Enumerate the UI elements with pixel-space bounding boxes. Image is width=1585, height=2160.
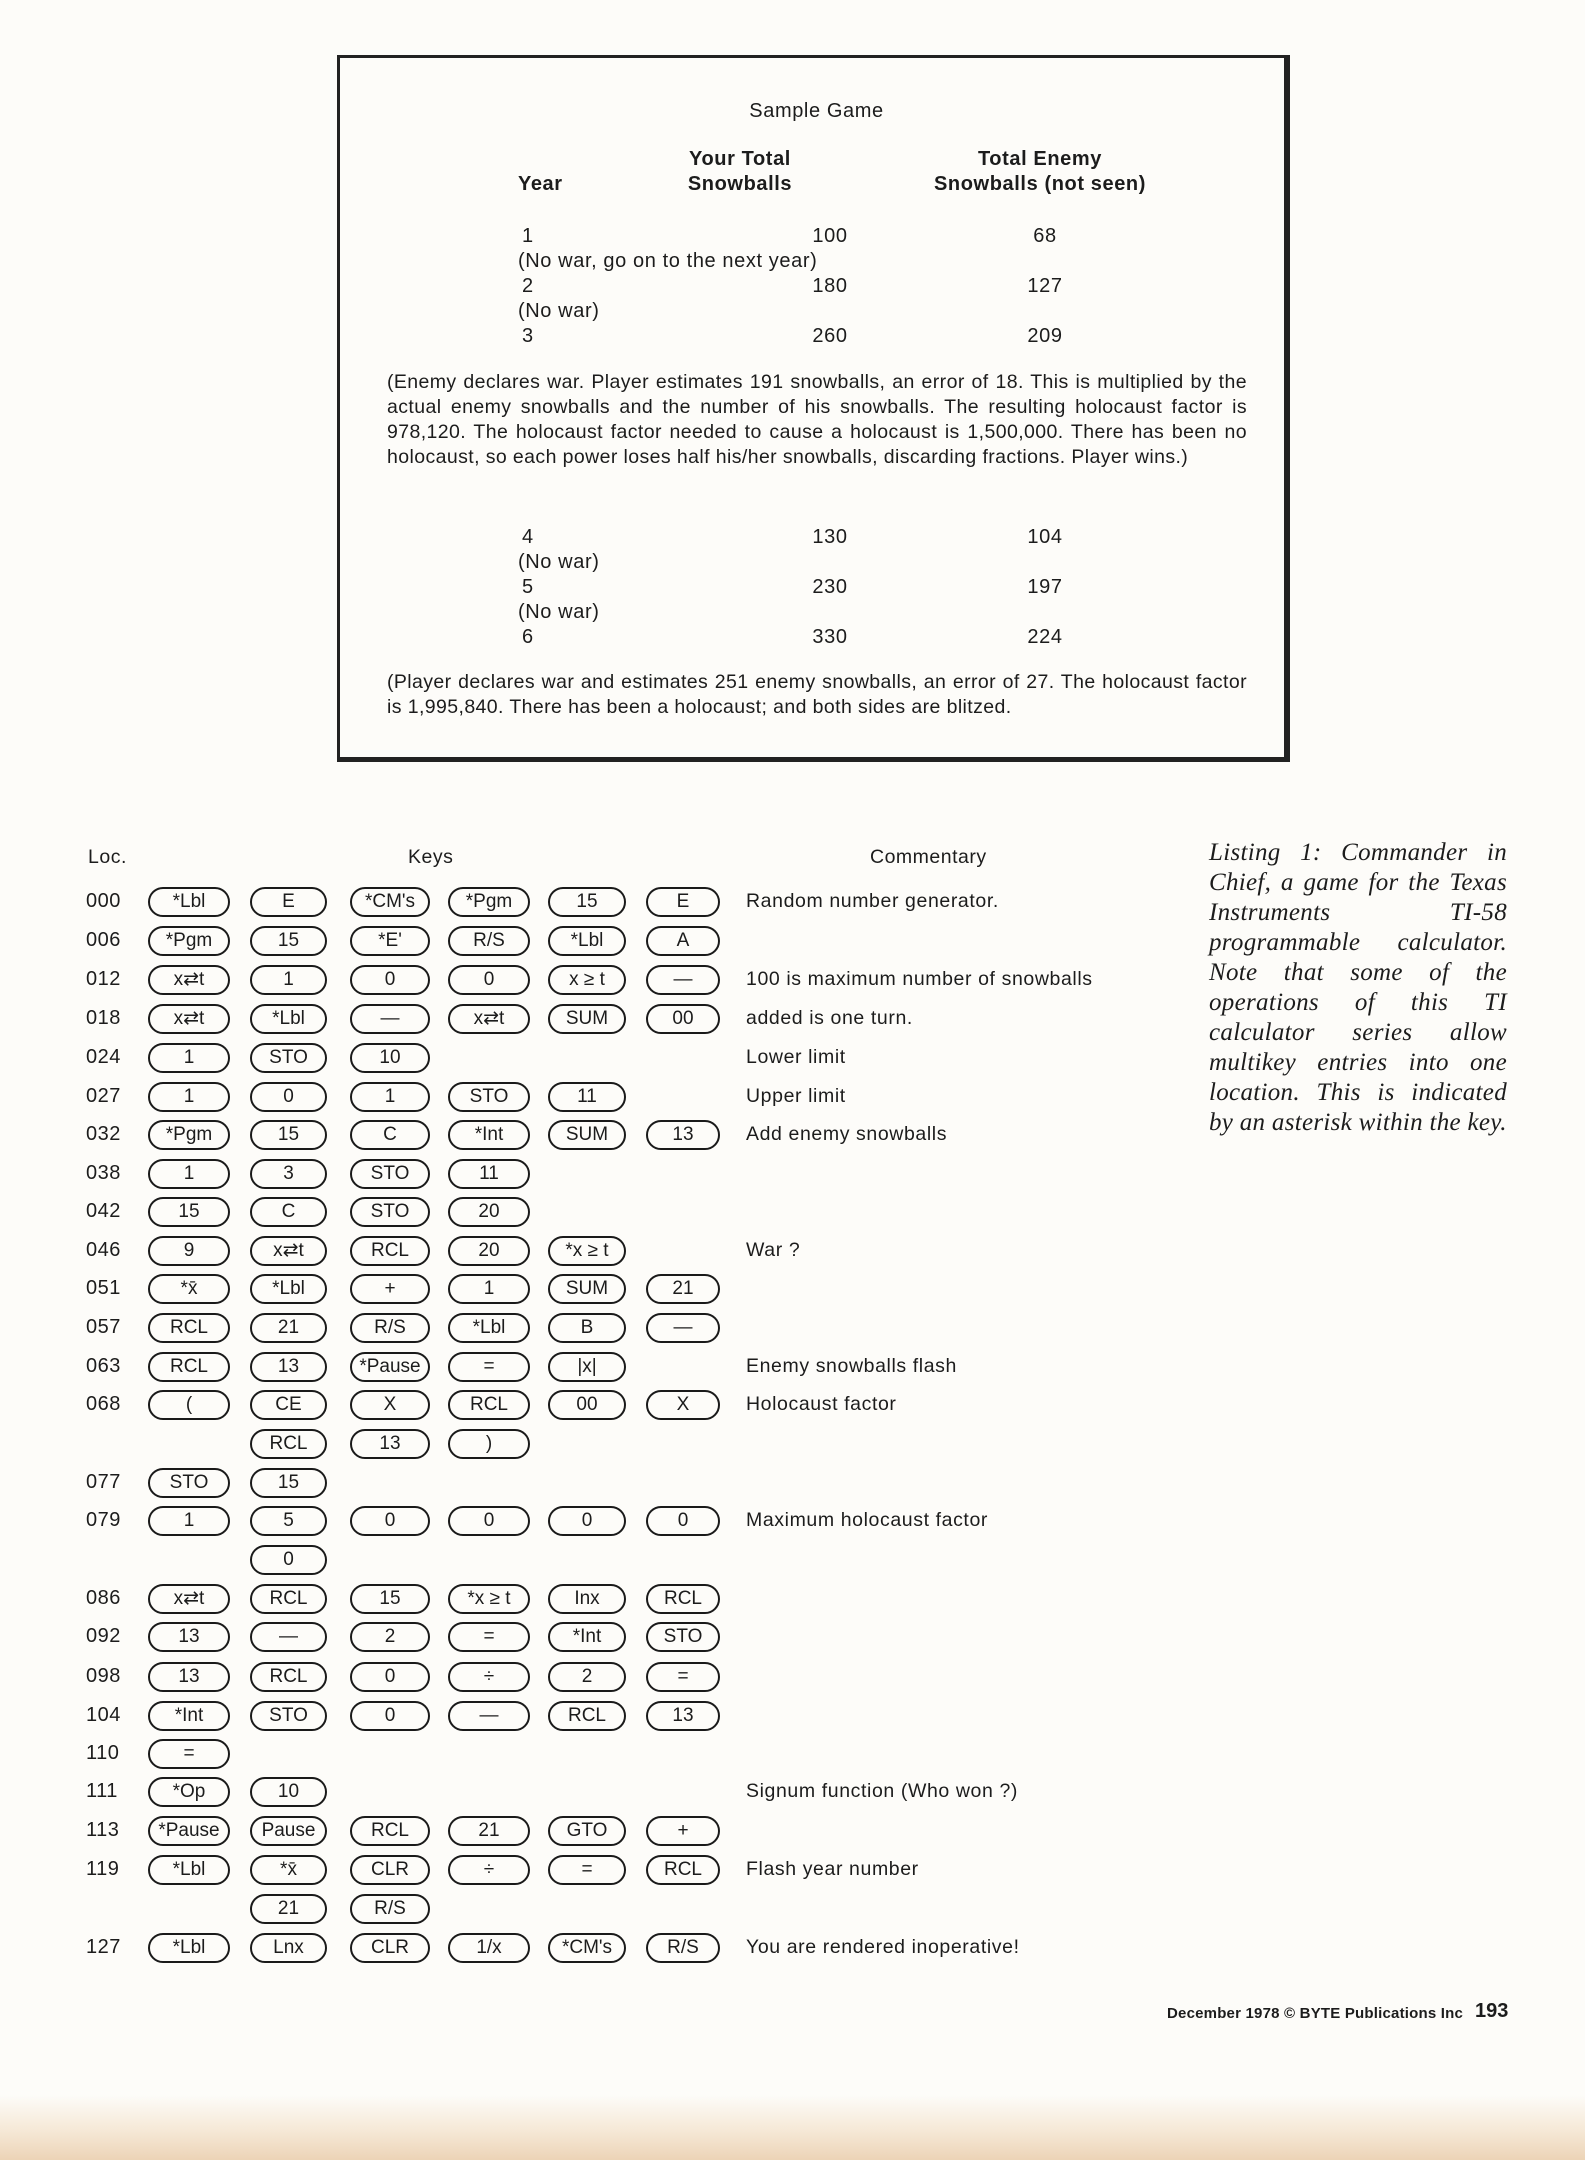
calculator-key: x⇄t — [250, 1236, 327, 1266]
listing-loc: 012 — [86, 968, 121, 990]
calculator-key: 3 — [250, 1159, 327, 1189]
listing-loc: 110 — [86, 1742, 120, 1764]
calculator-key: RCL — [148, 1352, 230, 1382]
calculator-key: 13 — [148, 1622, 230, 1652]
calculator-key: *x ≥ t — [448, 1584, 530, 1614]
calculator-key: *CM's — [548, 1933, 626, 1963]
calculator-key: *E' — [350, 926, 430, 956]
listing-header-keys: Keys — [408, 846, 454, 868]
table-cell-enemy: 209 — [1027, 325, 1063, 347]
calculator-key: *Lbl — [448, 1313, 530, 1343]
calculator-key: ( — [148, 1390, 230, 1420]
calculator-key: Lnx — [250, 1933, 327, 1963]
listing-loc: 086 — [86, 1587, 121, 1609]
calculator-key: *x̄ — [250, 1855, 327, 1885]
calculator-key: = — [646, 1662, 720, 1692]
calculator-key: 13 — [646, 1701, 720, 1731]
calculator-key: 15 — [148, 1197, 230, 1227]
calculator-key: 13 — [250, 1352, 327, 1382]
calculator-key: 1 — [148, 1082, 230, 1112]
calculator-key: C — [350, 1120, 430, 1150]
sample-paragraph-1: (Enemy declares war. Player estimates 191 snowballs, an error of 18. This is multiplied by the actual enemy snowballs and the number of his snowballs. The resulting holocaust factor is 978,120. The holocaust factor needed to cause a holocaust is 1,500,000. There has been no holocaust, so each power loses half his/her snowballs, discarding fractions. Player wins.) — [387, 371, 1247, 468]
calculator-key: *x̄ — [148, 1274, 230, 1304]
calculator-key: RCL — [646, 1855, 720, 1885]
calculator-key: R/S — [350, 1313, 430, 1343]
calculator-key: 1/x — [448, 1933, 530, 1963]
calculator-key: CLR — [350, 1855, 430, 1885]
calculator-key: = — [448, 1352, 530, 1382]
calculator-key: — — [646, 1313, 720, 1343]
calculator-key: 0 — [250, 1545, 327, 1575]
calculator-key: *Int — [448, 1120, 530, 1150]
calculator-key: STO — [250, 1701, 327, 1731]
listing-header-loc: Loc. — [88, 846, 127, 868]
calculator-key: 10 — [250, 1777, 327, 1807]
calculator-key: 11 — [448, 1159, 530, 1189]
calculator-key: STO — [250, 1043, 327, 1073]
listing-comment: Add enemy snowballs — [746, 1123, 948, 1145]
calculator-key: 15 — [350, 1584, 430, 1614]
calculator-key: *Pause — [350, 1352, 430, 1382]
listing-loc: 127 — [86, 1936, 121, 1958]
listing-loc: 046 — [86, 1239, 121, 1261]
calculator-key: A — [646, 926, 720, 956]
calculator-key: x⇄t — [448, 1004, 530, 1034]
sample-game-box — [337, 55, 1290, 762]
calculator-key: 00 — [548, 1390, 626, 1420]
listing-loc: 092 — [86, 1625, 121, 1647]
col-enemy-header-1: Total Enemy — [977, 148, 1103, 170]
listing-comment: Random number generator. — [746, 890, 999, 912]
calculator-key: Pause — [250, 1816, 327, 1846]
listing-loc: 000 — [86, 890, 121, 912]
listing-comment: Flash year number — [746, 1858, 919, 1880]
calculator-key: R/S — [646, 1933, 720, 1963]
calculator-key: = — [448, 1622, 530, 1652]
calculator-key: RCL — [448, 1390, 530, 1420]
calculator-key: *Lbl — [250, 1274, 327, 1304]
calculator-key: *Lbl — [148, 1933, 230, 1963]
calculator-key: *Int — [548, 1622, 626, 1652]
calculator-key: RCL — [646, 1584, 720, 1614]
table-note: (No war) — [518, 551, 600, 573]
col-your-header-1: Your Total — [689, 148, 791, 170]
calculator-key: *CM's — [350, 887, 430, 917]
calculator-key: *Lbl — [148, 1855, 230, 1885]
calculator-key: 10 — [350, 1043, 430, 1073]
calculator-key: ÷ — [448, 1662, 530, 1692]
paper-stain — [0, 2095, 1585, 2160]
calculator-key: RCL — [148, 1313, 230, 1343]
calculator-key: 1 — [148, 1159, 230, 1189]
listing-loc: 027 — [86, 1085, 121, 1107]
calculator-key: |x| — [548, 1352, 626, 1382]
calculator-key: — — [448, 1701, 530, 1731]
calculator-key: *Op — [148, 1777, 230, 1807]
footer-credit: December 1978 © BYTE Publications Inc — [1167, 2005, 1464, 2022]
calculator-key: RCL — [350, 1816, 430, 1846]
calculator-key: 20 — [448, 1197, 530, 1227]
table-cell-year: 2 — [522, 275, 534, 297]
calculator-key: GTO — [548, 1816, 626, 1846]
calculator-key: E — [646, 887, 720, 917]
calculator-key: 0 — [250, 1082, 327, 1112]
calculator-key: STO — [350, 1159, 430, 1189]
page-number: 193 — [1475, 2000, 1509, 2022]
listing-loc: 032 — [86, 1123, 121, 1145]
calculator-key: B — [548, 1313, 626, 1343]
calculator-key: — — [646, 965, 720, 995]
calculator-key: = — [148, 1739, 230, 1769]
col-year-header: Year — [518, 173, 563, 195]
listing-loc: 024 — [86, 1046, 121, 1068]
calculator-key: ÷ — [448, 1855, 530, 1885]
calculator-key: 1 — [148, 1043, 230, 1073]
listing-loc: 038 — [86, 1162, 121, 1184]
calculator-key: *Lbl — [548, 926, 626, 956]
listing-comment: War ? — [746, 1239, 801, 1261]
listing-loc: 079 — [86, 1509, 121, 1531]
table-cell-enemy: 224 — [1027, 626, 1063, 648]
table-cell-year: 4 — [522, 526, 534, 548]
listing-comment: Enemy snowballs flash — [746, 1355, 957, 1377]
table-cell-enemy: 104 — [1027, 526, 1063, 548]
table-cell-enemy: 127 — [1027, 275, 1063, 297]
calculator-key: + — [646, 1816, 720, 1846]
calculator-key: 21 — [250, 1894, 327, 1924]
calculator-key: RCL — [250, 1429, 327, 1459]
calculator-key: STO — [148, 1468, 230, 1498]
table-note: (No war, go on to the next year) — [518, 250, 818, 272]
listing-loc: 057 — [86, 1316, 121, 1338]
calculator-key: ) — [448, 1429, 530, 1459]
table-cell-year: 3 — [522, 325, 534, 347]
calculator-key: 0 — [350, 1506, 430, 1536]
calculator-key: *Pause — [148, 1816, 230, 1846]
calculator-key: 21 — [448, 1816, 530, 1846]
calculator-key: 0 — [646, 1506, 720, 1536]
calculator-key: 5 — [250, 1506, 327, 1536]
calculator-key: x⇄t — [148, 1004, 230, 1034]
calculator-key: — — [350, 1004, 430, 1034]
calculator-key: *Pgm — [148, 926, 230, 956]
calculator-key: 0 — [448, 1506, 530, 1536]
calculator-key: x⇄t — [148, 1584, 230, 1614]
listing-loc: 113 — [86, 1819, 120, 1841]
listing-loc: 098 — [86, 1665, 121, 1687]
calculator-key: SUM — [548, 1004, 626, 1034]
calculator-key: *Pgm — [448, 887, 530, 917]
calculator-key: + — [350, 1274, 430, 1304]
listing-loc: 119 — [86, 1858, 120, 1880]
calculator-key: 15 — [548, 887, 626, 917]
table-cell-yours: 330 — [812, 626, 848, 648]
listing-comment: Lower limit — [746, 1046, 846, 1068]
listing-comment: 100 is maximum number of snowballs — [746, 968, 1093, 990]
calculator-key: x⇄t — [148, 965, 230, 995]
col-your-header-2: Snowballs — [687, 173, 793, 195]
calculator-key: 9 — [148, 1236, 230, 1266]
calculator-key: RCL — [250, 1584, 327, 1614]
calculator-key: CLR — [350, 1933, 430, 1963]
table-cell-year: 5 — [522, 576, 534, 598]
listing-comment: Holocaust factor — [746, 1393, 897, 1415]
calculator-key: 0 — [350, 965, 430, 995]
listing-loc: 104 — [86, 1704, 121, 1726]
calculator-key: SUM — [548, 1120, 626, 1150]
calculator-key: R/S — [448, 926, 530, 956]
calculator-key: RCL — [350, 1236, 430, 1266]
calculator-key: 15 — [250, 1468, 327, 1498]
table-cell-yours: 260 — [812, 325, 848, 347]
calculator-key: 20 — [448, 1236, 530, 1266]
listing-comment: Maximum holocaust factor — [746, 1509, 988, 1531]
table-cell-year: 1 — [522, 225, 534, 247]
sample-paragraph-2: (Player declares war and estimates 251 enemy snowballs, an error of 27. The holocaust factor is 1,995,840. There has been a holocaust; and both sides are blitzed. — [387, 671, 1247, 718]
table-cell-enemy: 197 — [1027, 576, 1063, 598]
calculator-key: SUM — [548, 1274, 626, 1304]
listing-comment: added is one turn. — [746, 1007, 913, 1029]
listing-loc: 042 — [86, 1200, 121, 1222]
calculator-key: 13 — [646, 1120, 720, 1150]
calculator-key: 21 — [250, 1313, 327, 1343]
calculator-key: RCL — [250, 1662, 327, 1692]
calculator-key: 00 — [646, 1004, 720, 1034]
listing-header-commentary: Commentary — [870, 846, 987, 868]
calculator-key: 0 — [448, 965, 530, 995]
table-note: (No war) — [518, 601, 600, 623]
calculator-key: = — [548, 1855, 626, 1885]
col-enemy-header-2: Snowballs (not seen) — [933, 173, 1147, 195]
calculator-key: *Pgm — [148, 1120, 230, 1150]
listing-comment: You are rendered inoperative! — [746, 1936, 1020, 1958]
listing-loc: 077 — [86, 1471, 121, 1493]
table-cell-year: 6 — [522, 626, 534, 648]
sample-game-title: Sample Game — [749, 100, 884, 122]
calculator-key: *x ≥ t — [548, 1236, 626, 1266]
calculator-key: 11 — [548, 1082, 626, 1112]
calculator-key: 0 — [548, 1506, 626, 1536]
calculator-key: STO — [350, 1197, 430, 1227]
table-note: (No war) — [518, 300, 600, 322]
listing-loc: 068 — [86, 1393, 121, 1415]
table-cell-yours: 230 — [812, 576, 848, 598]
calculator-key: X — [646, 1390, 720, 1420]
calculator-key: 1 — [448, 1274, 530, 1304]
calculator-key: 0 — [350, 1662, 430, 1692]
calculator-key: 2 — [350, 1622, 430, 1652]
calculator-key: *Lbl — [250, 1004, 327, 1034]
table-cell-yours: 100 — [812, 225, 848, 247]
calculator-key: *Int — [148, 1701, 230, 1731]
table-cell-yours: 130 — [812, 526, 848, 548]
calculator-key: — — [250, 1622, 327, 1652]
calculator-key: 1 — [350, 1082, 430, 1112]
calculator-key: 15 — [250, 1120, 327, 1150]
calculator-key: *Lbl — [148, 887, 230, 917]
calculator-key: C — [250, 1197, 327, 1227]
calculator-key: STO — [448, 1082, 530, 1112]
calculator-key: R/S — [350, 1894, 430, 1924]
calculator-key: X — [350, 1390, 430, 1420]
table-cell-yours: 180 — [812, 275, 848, 297]
calculator-key: 2 — [548, 1662, 626, 1692]
listing-loc: 111 — [86, 1780, 118, 1802]
listing-loc: 018 — [86, 1007, 121, 1029]
calculator-key: CE — [250, 1390, 327, 1420]
calculator-key: 0 — [350, 1701, 430, 1731]
listing-caption: Listing 1: Commander in Chief, a game for the Texas Instruments TI-58 programmable calculator. Note that some of the operations of this TI calculator series allow multikey entries into one location. This is indicated by an asterisk within the key. — [1209, 839, 1507, 1136]
calculator-key: STO — [646, 1622, 720, 1652]
calculator-key: 15 — [250, 926, 327, 956]
listing-comment: Signum function (Who won ?) — [746, 1780, 1018, 1802]
calculator-key: Inx — [548, 1584, 626, 1614]
calculator-key: 21 — [646, 1274, 720, 1304]
listing-loc: 063 — [86, 1355, 121, 1377]
table-cell-enemy: 68 — [1033, 225, 1057, 247]
calculator-key: 13 — [350, 1429, 430, 1459]
calculator-key: 1 — [148, 1506, 230, 1536]
calculator-key: 13 — [148, 1662, 230, 1692]
calculator-key: x ≥ t — [548, 965, 626, 995]
calculator-key: E — [250, 887, 327, 917]
calculator-key: RCL — [548, 1701, 626, 1731]
calculator-key: 1 — [250, 965, 327, 995]
listing-comment: Upper limit — [746, 1085, 846, 1107]
listing-loc: 006 — [86, 929, 121, 951]
listing-loc: 051 — [86, 1277, 121, 1299]
